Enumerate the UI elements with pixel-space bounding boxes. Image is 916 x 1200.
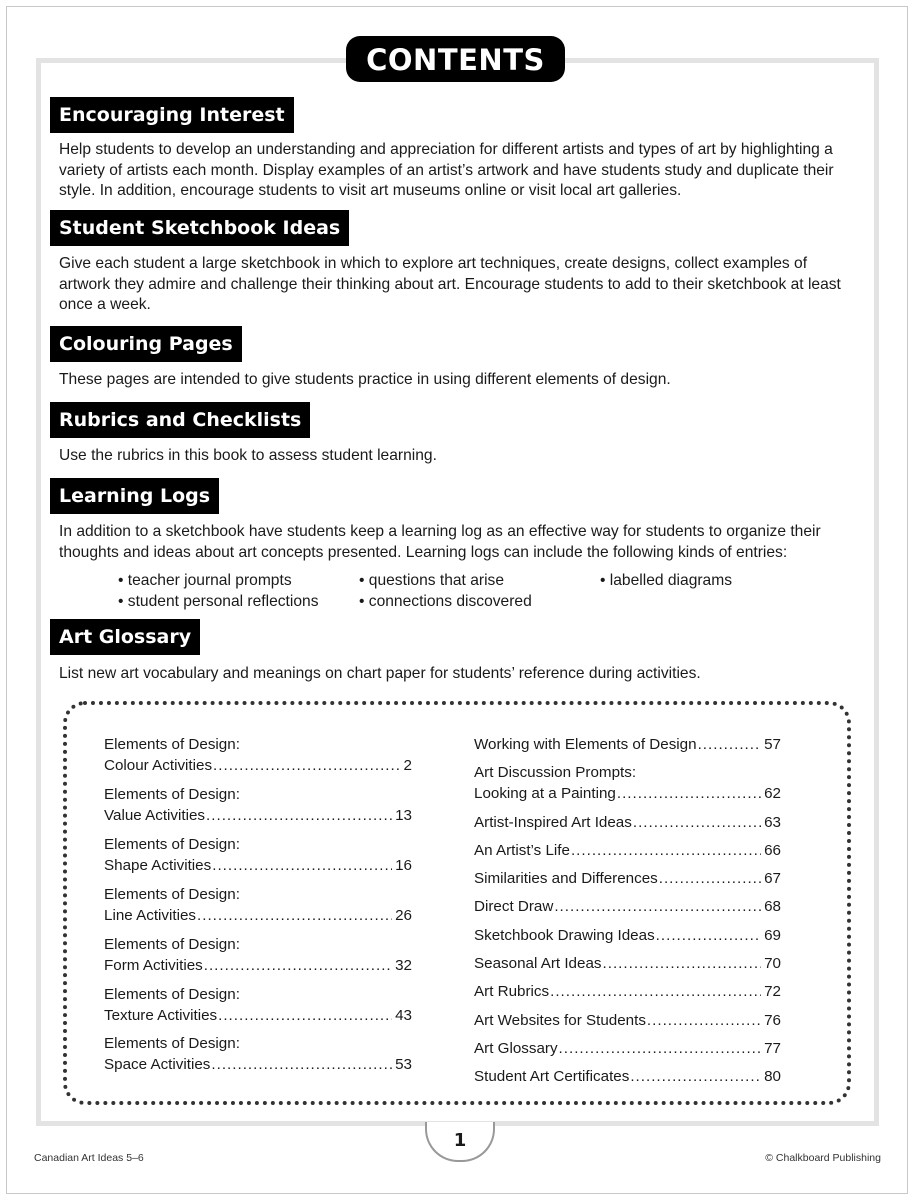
toc-entry[interactable] bbox=[474, 1066, 781, 1087]
toc-entry[interactable] bbox=[104, 734, 412, 776]
toc-entry[interactable] bbox=[104, 784, 412, 826]
toc-entry-label: Texture Activities bbox=[104, 1007, 218, 1024]
toc-entry-prefix: Elements of Design: bbox=[104, 986, 240, 1003]
footer-publisher: © Chalkboard Publishing bbox=[765, 1152, 881, 1164]
page-number: 1 bbox=[425, 1122, 495, 1162]
toc-entry[interactable] bbox=[104, 884, 412, 926]
dot-leader bbox=[554, 896, 761, 917]
bullet-item: • connections discovered bbox=[359, 592, 532, 610]
footer-book-title: Canadian Art Ideas 5–6 bbox=[34, 1152, 144, 1164]
dot-leader bbox=[630, 1066, 761, 1087]
dot-leader bbox=[550, 981, 761, 1002]
toc-page-number: 63 bbox=[764, 814, 781, 831]
dot-leader bbox=[656, 925, 761, 946]
paragraph-art-glossary: List new art vocabulary and meanings on chart paper for students’ reference during activities. bbox=[59, 665, 701, 682]
toc-page-number: 43 bbox=[395, 1007, 412, 1024]
toc-entry[interactable] bbox=[474, 896, 781, 917]
toc-entry-label: Artist-Inspired Art Ideas bbox=[474, 814, 632, 831]
toc-page-number: 13 bbox=[395, 807, 412, 824]
toc-entry[interactable] bbox=[104, 984, 412, 1026]
toc-entry[interactable] bbox=[474, 925, 781, 946]
paragraph-student-sketchbook-ideas: Give each student a large sketchbook in which to explore art techniques, create designs, collect examples of artwork they admire and challenge their thinking about art. Encourage students to add to their sketchbook at least once a week. bbox=[59, 255, 841, 313]
paragraph-learning-logs: In addition to a sketchbook have students keep a learning log as an effective way for students to organize their thoughts and ideas about art concepts presented. Learning logs can include the following kinds of entries: bbox=[59, 523, 821, 561]
toc-entry-prefix: Elements of Design: bbox=[104, 1035, 240, 1052]
toc-page-number: 26 bbox=[395, 907, 412, 924]
toc-entry-label: Similarities and Differences bbox=[474, 870, 658, 887]
dot-leader bbox=[197, 905, 392, 926]
toc-entry[interactable] bbox=[104, 1033, 412, 1075]
dot-leader bbox=[647, 1010, 761, 1031]
toc-entry-prefix: Elements of Design: bbox=[104, 886, 240, 903]
heading-colouring-pages: Colouring Pages bbox=[50, 326, 242, 362]
toc-entry-prefix: Elements of Design: bbox=[104, 786, 240, 803]
toc-entry-prefix: Art Discussion Prompts: bbox=[474, 764, 637, 781]
dot-leader bbox=[204, 955, 392, 976]
toc-entry-label: Art Rubrics bbox=[474, 983, 550, 1000]
dot-leader bbox=[206, 805, 392, 826]
dot-leader bbox=[213, 755, 401, 776]
toc-entry[interactable] bbox=[474, 1038, 781, 1059]
dot-leader bbox=[617, 783, 761, 804]
bullet-column-2 bbox=[359, 571, 532, 612]
toc-page-number: 57 bbox=[764, 736, 781, 753]
bullet-item: • questions that arise bbox=[359, 572, 505, 589]
toc-entry[interactable] bbox=[474, 953, 781, 974]
dot-leader bbox=[603, 953, 762, 974]
toc-page-number: 80 bbox=[764, 1068, 781, 1085]
toc-entry-label: Form Activities bbox=[104, 957, 203, 974]
toc-page-number: 62 bbox=[764, 785, 781, 802]
toc-page-number: 66 bbox=[764, 842, 781, 859]
toc-page-number: 72 bbox=[764, 983, 781, 1000]
toc-entry-label: Sketchbook Drawing Ideas bbox=[474, 927, 655, 944]
toc-page-number: 69 bbox=[764, 927, 781, 944]
heading-art-glossary: Art Glossary bbox=[50, 619, 200, 655]
toc-entry-label: Shape Activities bbox=[104, 857, 212, 874]
toc-entry[interactable] bbox=[474, 762, 781, 804]
dot-leader bbox=[571, 840, 761, 861]
toc-entry-label: Working with Elements of Design bbox=[474, 736, 697, 753]
toc-page-number: 70 bbox=[764, 955, 781, 972]
bullet-column-3 bbox=[600, 571, 732, 592]
paragraph-colouring-pages: These pages are intended to give students practice in using different elements of design. bbox=[59, 371, 671, 388]
heading-rubrics-and-checklists: Rubrics and Checklists bbox=[50, 402, 310, 438]
toc-entry[interactable] bbox=[474, 868, 781, 889]
bullet-item: • teacher journal prompts bbox=[118, 572, 292, 589]
page-title: CONTENTS bbox=[346, 36, 565, 82]
dot-leader bbox=[211, 1054, 392, 1075]
dot-leader bbox=[218, 1005, 392, 1026]
dot-leader bbox=[633, 812, 761, 833]
toc-page-number: 2 bbox=[403, 757, 412, 774]
dot-leader bbox=[659, 868, 761, 889]
toc-page-number: 77 bbox=[764, 1040, 781, 1057]
toc-page-number: 68 bbox=[764, 898, 781, 915]
dot-leader bbox=[212, 855, 392, 876]
bullet-item: • student personal reflections bbox=[118, 592, 319, 610]
toc-entry-label: Student Art Certificates bbox=[474, 1068, 630, 1085]
dot-leader bbox=[559, 1038, 762, 1059]
dot-leader bbox=[698, 734, 762, 755]
toc-entry-label: An Artist’s Life bbox=[474, 842, 570, 859]
toc-entry[interactable] bbox=[474, 840, 781, 861]
toc-entry-prefix: Elements of Design: bbox=[104, 736, 240, 753]
toc-page-number: 32 bbox=[395, 957, 412, 974]
toc-entry-label: Space Activities bbox=[104, 1056, 211, 1073]
toc-entry-label: Art Glossary bbox=[474, 1040, 558, 1057]
toc-page-number: 76 bbox=[764, 1012, 781, 1029]
toc-entry[interactable] bbox=[104, 834, 412, 876]
toc-entry-prefix: Elements of Design: bbox=[104, 936, 240, 953]
paragraph-encouraging-interest: Help students to develop an understanding and appreciation for different artists and types of art by highlighting a variety of artists each month. Display examples of an artist’s artwork and have students study and duplicate their style. In addition, encourage students to visit art museums online or visit local art galleries. bbox=[59, 141, 834, 199]
toc-page-number: 53 bbox=[395, 1056, 412, 1073]
toc-page-number: 16 bbox=[395, 857, 412, 874]
toc-entry[interactable] bbox=[474, 812, 781, 833]
toc-entry-label: Seasonal Art Ideas bbox=[474, 955, 602, 972]
toc-entry-label: Art Websites for Students bbox=[474, 1012, 646, 1029]
toc-entry-label: Line Activities bbox=[104, 907, 197, 924]
toc-entry[interactable] bbox=[104, 934, 412, 976]
toc-entry[interactable] bbox=[474, 1010, 781, 1031]
heading-learning-logs: Learning Logs bbox=[50, 478, 219, 514]
toc-entry-label: Value Activities bbox=[104, 807, 206, 824]
bullet-column-1 bbox=[118, 571, 319, 612]
toc-entry[interactable] bbox=[474, 734, 781, 755]
toc-entry-label: Colour Activities bbox=[104, 757, 213, 774]
paragraph-rubrics-and-checklists: Use the rubrics in this book to assess student learning. bbox=[59, 447, 437, 464]
toc-page-number: 67 bbox=[764, 870, 781, 887]
toc-entry[interactable] bbox=[474, 981, 781, 1002]
toc-entry-prefix: Elements of Design: bbox=[104, 836, 240, 853]
toc-entry-label: Looking at a Painting bbox=[474, 785, 616, 802]
heading-encouraging-interest: Encouraging Interest bbox=[50, 97, 294, 133]
heading-student-sketchbook-ideas: Student Sketchbook Ideas bbox=[50, 210, 349, 246]
bullet-item: • labelled diagrams bbox=[600, 572, 733, 589]
toc-entry-label: Direct Draw bbox=[474, 898, 554, 915]
